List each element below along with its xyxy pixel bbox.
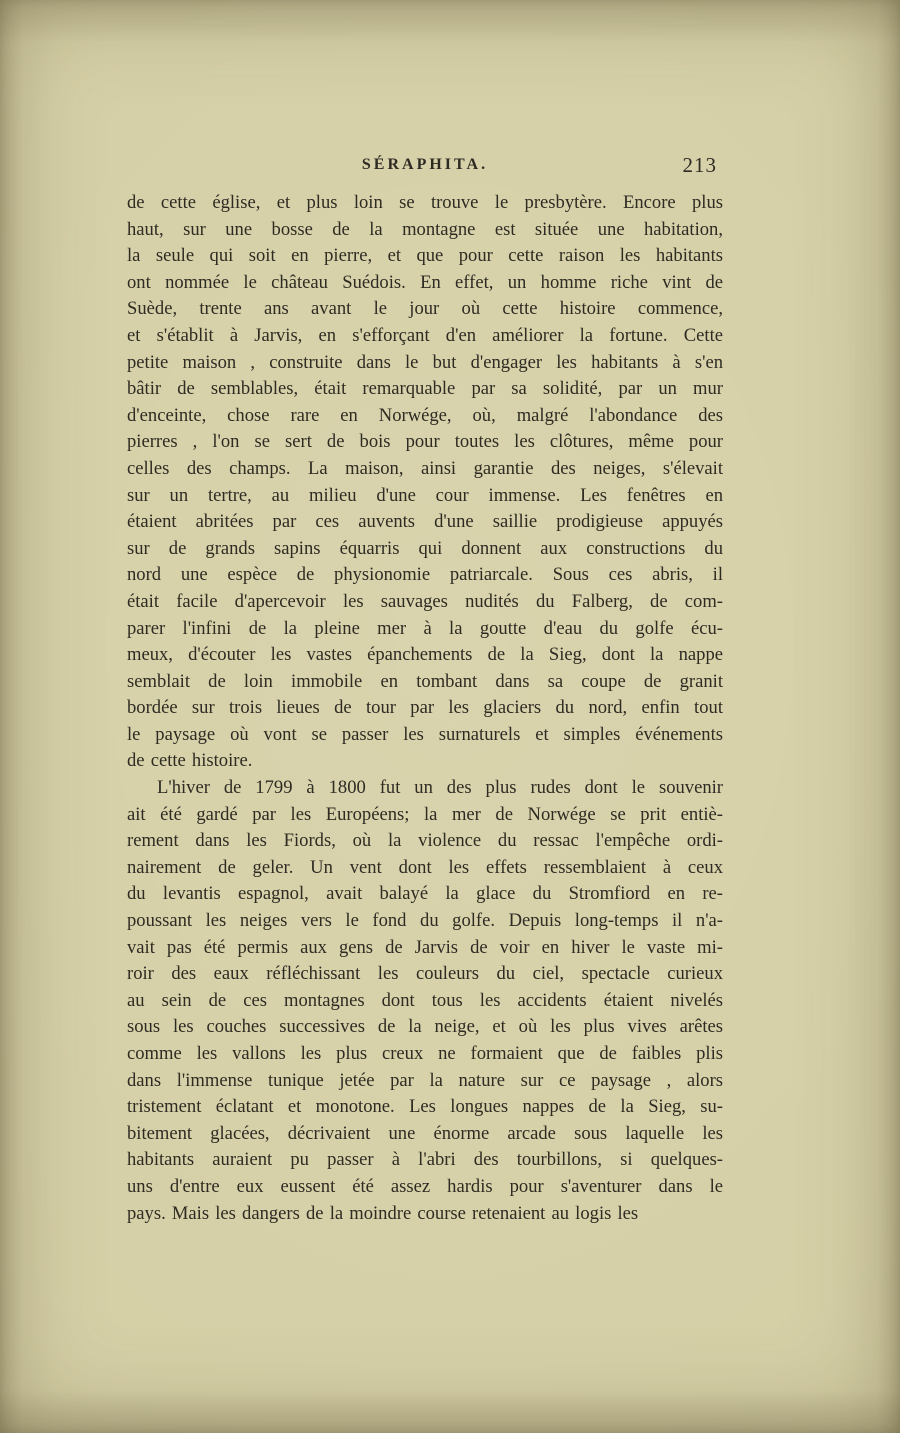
text-line: parer l'infini de la pleine mer à la goutte d'eau du golfe écu- (127, 617, 723, 639)
text-line: haut, sur une bosse de la montagne est située une habitation, (127, 218, 723, 240)
page-header (127, 153, 723, 181)
text-line: meux, d'écouter les vastes épanchements de la Sieg, dont la nappe (127, 644, 723, 666)
text-line: bordée sur trois lieues de tour par les glaciers du nord, enfin tout (127, 697, 723, 719)
text-line: tristement éclatant et monotone. Les longues nappes de la Sieg, su- (127, 1096, 723, 1118)
text-line: L'hiver de 1799 à 1800 fut un des plus rudes dont le souvenir (157, 777, 723, 799)
text-line: uns d'entre eux eussent été assez hardis pour s'aventurer dans le (127, 1175, 723, 1197)
paragraph (127, 775, 723, 1227)
text-line: bâtir de semblables, était remarquable par sa solidité, par un mur (127, 378, 723, 400)
text-line: étaient abritées par ces auvents d'une saillie prodigieuse appuyés (127, 511, 723, 533)
text-line: nord une espèce de physionomie patriarcale. Sous ces abris, il (127, 564, 723, 586)
text-line: la seule qui soit en pierre, et que pour cette raison les habitants (127, 245, 723, 267)
text-line: le paysage où vont se passer les surnaturels et simples événements (127, 723, 723, 745)
text-line: rement dans les Fiords, où la violence du ressac l'empêche ordi- (127, 830, 723, 852)
text-line: pays. Mais les dangers de la moindre course retenaient au logis les (127, 1202, 639, 1224)
text-line: petite maison , construite dans le but d'engager les habitants à s'en (127, 351, 723, 373)
text-line: Suède, trente ans avant le jour où cette histoire commence, (127, 298, 723, 320)
text-line: habitants auraient pu passer à l'abri des tourbillons, si quelques- (127, 1149, 723, 1171)
text-line: ont nommée le château Suédois. En effet, un homme riche vint de (127, 271, 723, 293)
text-line: comme les vallons les plus creux ne formaient que de faibles plis (127, 1043, 723, 1064)
text-line: et s'établit à Jarvis, en s'efforçant d'en améliorer la fortune. Cette (127, 324, 723, 346)
text-line: sur de grands sapins équarris qui donnent aux constructions du (127, 537, 723, 559)
text-line: roir des eaux réfléchissant les couleurs du ciel, spectacle curieux (127, 963, 723, 985)
text-line: de cette histoire. (127, 750, 253, 772)
text-line: sur un tertre, au milieu d'une cour immense. Les fenêtres en (127, 484, 723, 506)
text-line: bitement glacées, décrivaient une énorme arcade sous laquelle les (127, 1122, 723, 1144)
text-line: vait pas été permis aux gens de Jarvis de voir en hiver le vaste mi- (127, 936, 723, 958)
text-line: poussant les neiges vers le fond du golfe. Depuis long-temps il n'a- (127, 910, 723, 932)
text-line: ait été gardé par les Européens; la mer de Norwége se prit entiè- (127, 803, 723, 825)
paragraph (127, 190, 723, 775)
text-line: dans l'immense tunique jetée par la nature sur ce paysage , alors (127, 1069, 723, 1091)
text-line: d'enceinte, chose rare en Norwége, où, malgré l'abondance des (127, 404, 723, 426)
text-line: du levantis espagnol, avait balayé la glace du Stromfiord en re- (127, 883, 723, 905)
text-line: sous les couches successives de la neige, et où les plus vives arêtes (127, 1016, 723, 1038)
body-text (127, 190, 723, 1227)
text-line: celles des champs. La maison, ainsi garantie des neiges, s'élevait (127, 457, 723, 479)
text-line: semblait de loin immobile en tombant dans sa coupe de granit (127, 670, 723, 692)
text-line: pierres , l'on se sert de bois pour toutes les clôtures, même pour (127, 431, 723, 453)
text-line: était facile d'apercevoir les sauvages nudités du Falberg, de com- (127, 590, 723, 612)
page-number: 213 (682, 153, 717, 177)
text-line: de cette église, et plus loin se trouve le presbytère. Encore plus (127, 192, 723, 213)
text-line: nairement de geler. Un vent dont les effets ressemblaient à ceux (127, 856, 723, 878)
text-line: au sein de ces montagnes dont tous les accidents étaient nivelés (127, 989, 723, 1011)
running-title: SÉRAPHITA. (361, 156, 489, 173)
